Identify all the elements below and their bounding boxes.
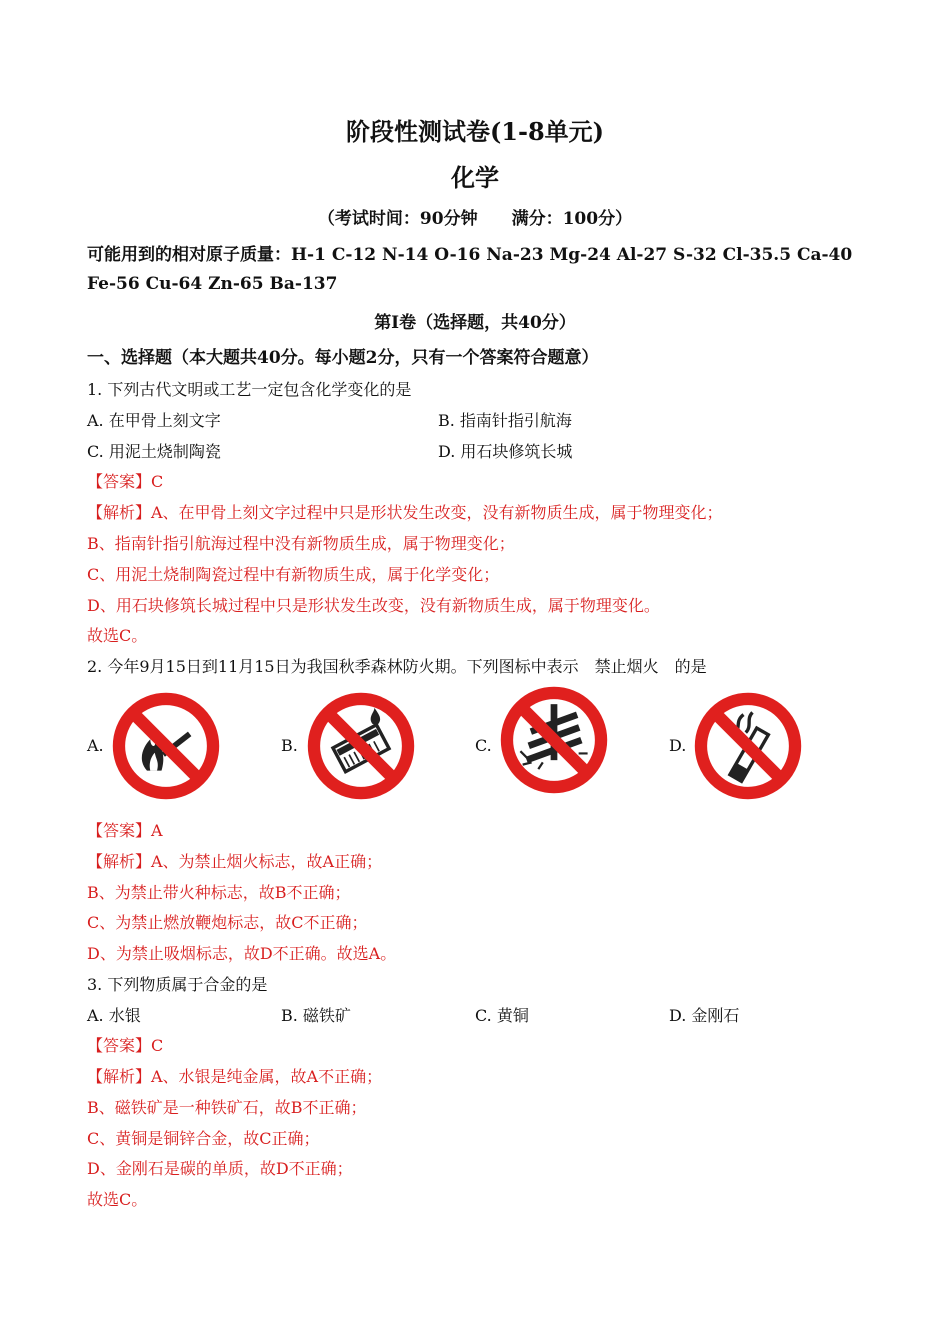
question-2-analysis-line: 【解析】A、为禁止烟火标志，故A正确； [87, 852, 383, 871]
question-3-analysis-line: 【解析】A、水银是纯金属，故A不正确； [87, 1067, 383, 1086]
question-2-analysis-line: D、为禁止吸烟标志，故D不正确。故选A。 [87, 944, 397, 963]
no-fire-icon [110, 690, 222, 802]
question-3-analysis-line: C、黄铜是铜锌合金，故C正确； [87, 1129, 320, 1148]
section-title: 一、选择题（本大题共40分。每小题2分，只有一个答案符合题意） [87, 348, 599, 368]
question-1-analysis-line: B、指南针指引航海过程中没有新物质生成，属于物理变化； [87, 534, 515, 553]
question-2-option-a-label: A. [87, 736, 104, 755]
question-2-answer: 【答案】A [87, 821, 163, 840]
exam-info: （考试时间：90分钟 满分：100分） [317, 209, 633, 229]
question-2-analysis-line: C、为禁止燃放鞭炮标志，故C不正确； [87, 913, 368, 932]
question-3-answer: 【答案】C [87, 1036, 164, 1055]
question-1-option-a: A. 在甲骨上刻文字 [87, 411, 221, 430]
question-1-analysis-line: D、用石块修筑长城过程中只是形状发生改变，没有新物质生成，属于物理变化。 [87, 596, 660, 615]
question-1-option-b: B. 指南针指引航海 [438, 411, 572, 430]
no-fireworks-icon [498, 684, 610, 796]
question-2-option-b-label: B. [281, 736, 298, 755]
part-title: 第I卷（选择题，共40分） [374, 313, 576, 333]
question-1-analysis-line: 【解析】A、在甲骨上刻文字过程中只是形状发生改变，没有新物质生成，属于物理变化； [87, 503, 723, 522]
document-subject: 化学 [451, 163, 499, 192]
atomic-mass-line-1: 可能用到的相对原子质量：H-1 C-12 N-14 O-16 Na-23 Mg-24 Al-27 S-32 Cl-35.5 Ca-40 [87, 245, 853, 265]
question-3-stem: 3. 下列物质属于合金的是 [87, 975, 268, 994]
question-2-option-c-label: C. [475, 736, 492, 755]
question-3-option-c: C. 黄铜 [475, 1006, 529, 1025]
question-1-conclusion: 故选C。 [87, 626, 148, 645]
document-title: 阶段性测试卷(1-8单元) [345, 117, 605, 146]
question-3-option-a: A. 水银 [87, 1006, 141, 1025]
question-3-option-d: D. 金刚石 [669, 1006, 740, 1025]
question-1-stem: 1. 下列古代文明或工艺一定包含化学变化的是 [87, 380, 412, 399]
question-3-conclusion: 故选C。 [87, 1190, 148, 1209]
question-3-analysis-line: D、金刚石是碳的单质，故D不正确； [87, 1159, 353, 1178]
question-3-analysis-line: B、磁铁矿是一种铁矿石，故B不正确； [87, 1098, 367, 1117]
no-matches-icon [305, 690, 417, 802]
question-1-answer: 【答案】C [87, 472, 164, 491]
no-smoking-icon [692, 690, 804, 802]
question-1-analysis-line: C、用泥土烧制陶瓷过程中有新物质生成，属于化学变化； [87, 565, 500, 584]
question-1-option-c: C. 用泥土烧制陶瓷 [87, 442, 221, 461]
question-3-option-b: B. 磁铁矿 [281, 1006, 351, 1025]
question-2-stem: 2. 今年9月15日到11月15日为我国秋季森林防火期。下列图标中表示 禁止烟火 的是 [87, 657, 707, 676]
question-1-option-d: D. 用石块修筑长城 [438, 442, 573, 461]
question-2-analysis-line: B、为禁止带火种标志，故B不正确； [87, 883, 351, 902]
atomic-mass-line-2: Fe-56 Cu-64 Zn-65 Ba-137 [87, 274, 338, 294]
question-2-option-d-label: D. [669, 736, 687, 755]
